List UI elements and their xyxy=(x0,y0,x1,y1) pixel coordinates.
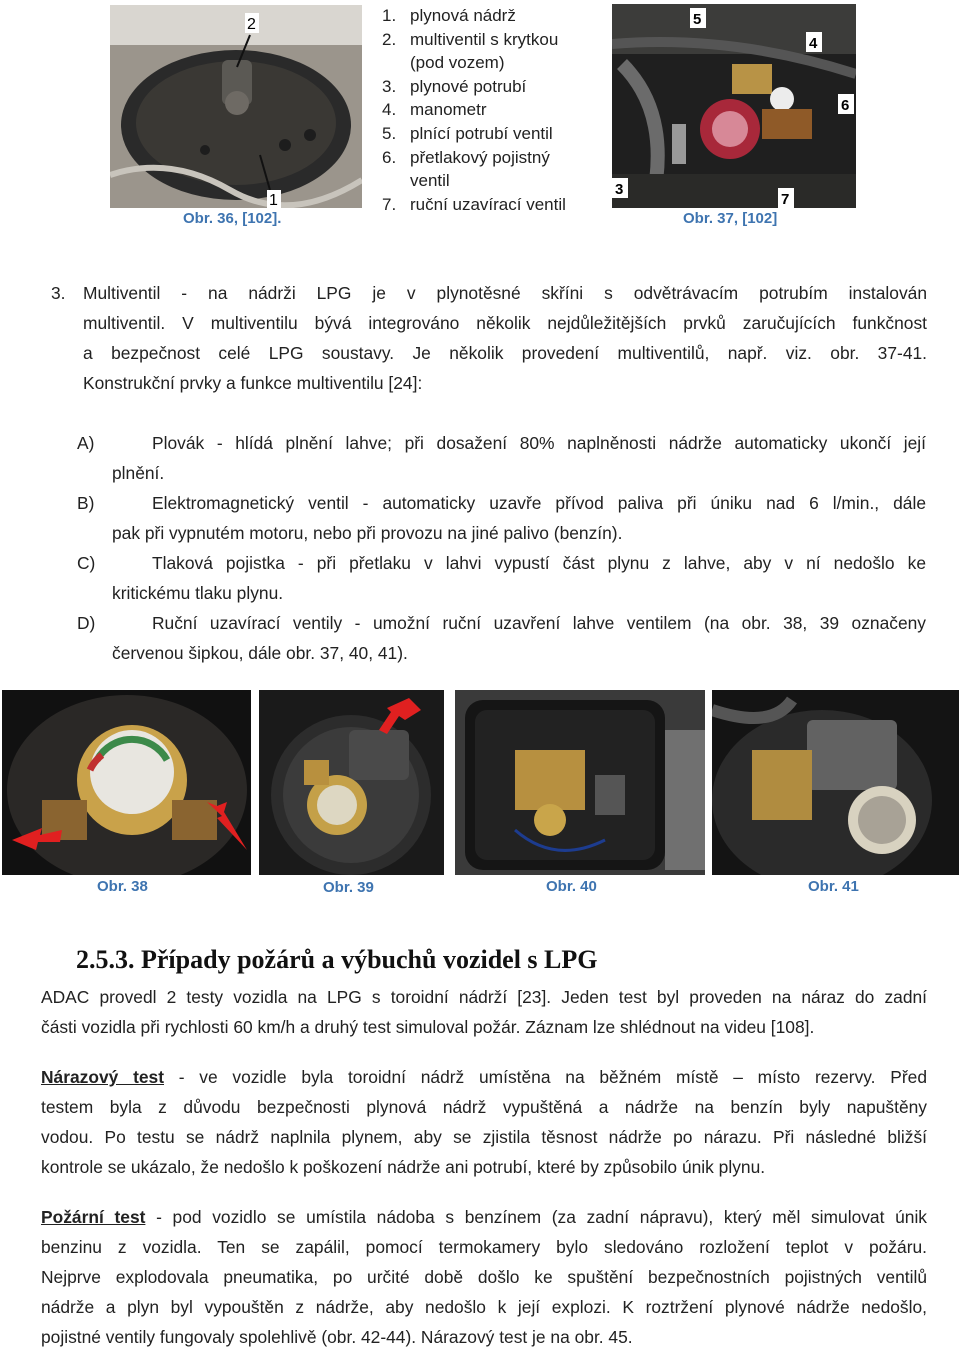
paragraph-line: a bezpečnost celé LPG soustavy. Je několik provedení multiventilů, např. viz. obr. 37-41. xyxy=(83,343,927,363)
paragraph-line: benzinu z vozidla. Ten se zapálil, pomocí termokamery bylo sledováno rozložení teplot v požáru. xyxy=(41,1237,927,1257)
legend-text: multiventil s krytkou xyxy=(410,29,559,49)
figure-38-caption: Obr. 38 xyxy=(97,878,148,895)
legend-item xyxy=(382,75,592,99)
paragraph-line: multiventil. V multiventilu bývá integrováno několik nejdůležitějších prvků zaručujících funkčnost xyxy=(83,313,927,333)
legend-item xyxy=(382,28,592,52)
legend-num xyxy=(382,51,410,75)
list-item-letter: A) xyxy=(77,433,95,453)
paragraph-line: Konstrukční prvky a funkce multiventilu [24]: xyxy=(83,373,423,393)
legend-item xyxy=(382,4,592,28)
list-item xyxy=(77,548,926,608)
paragraph-line: ADAC provedl 2 testy vozidla na LPG s toroidní nádrží [23]. Jeden test byl proveden na náraz do zadní xyxy=(41,987,927,1007)
list-item-text: Plovák - hlídá plnění lahve; při dosažení 80% naplněnosti nádrže automaticky ukončí její xyxy=(152,433,926,453)
list-item xyxy=(77,488,926,548)
paragraph-line: nádrže a plyn byl vypouštěn z nádrže, aby nedošlo k její explozi. K roztržení plynové nádrže nedošlo, xyxy=(41,1297,927,1317)
legend-num: 3. xyxy=(382,76,397,96)
figure-36-label-2: 2 xyxy=(247,16,256,33)
legend-item xyxy=(382,98,592,122)
legend-num: 2. xyxy=(382,29,397,49)
figure-39-caption: Obr. 39 xyxy=(323,879,374,896)
figure-39-photo xyxy=(259,690,444,875)
legend-item xyxy=(382,169,592,193)
figure-36-caption: Obr. 36, [102]. xyxy=(183,210,282,227)
list-item-letter: B) xyxy=(77,493,95,513)
legend-text: plynová nádrž xyxy=(410,6,516,25)
paragraph-line xyxy=(41,1202,927,1232)
figure-37-label-4: 4 xyxy=(809,35,818,52)
legend-text: (pod vozem) xyxy=(410,53,505,73)
list-item xyxy=(77,428,926,488)
figure-37-label-5: 5 xyxy=(693,11,702,28)
list-item-text: Ruční uzavírací ventily - umožní ruční uzavření lahve ventilem (na obr. 38, 39 označeny xyxy=(152,613,926,633)
legend-text: plnící potrubí ventil xyxy=(410,123,553,143)
paragraph-line: vodou. Po testu se nádrž naplnila plynem, aby se zjistila těsnost nádrže po nárazu. Při následné bližší xyxy=(41,1127,927,1147)
components-list xyxy=(77,428,926,668)
paragraph-line: kontrole se ukázalo, že nedošlo k poškození nádrže ani potrubí, které by způsobilo únik plynu. xyxy=(41,1157,766,1177)
legend-num: 4. xyxy=(382,100,397,120)
list-item-second-line: kritickému tlaku plynu. xyxy=(112,583,284,603)
figure-41-caption: Obr. 41 xyxy=(808,878,859,895)
list-item-first-line xyxy=(77,548,926,578)
list-item xyxy=(77,608,926,668)
crash-test-label: Nárazový test xyxy=(41,1067,165,1087)
legend-num: 6. xyxy=(382,147,397,167)
crash-test-paragraph xyxy=(41,1062,927,1182)
paragraph-number: 3. xyxy=(51,283,66,303)
list-item-text: Tlaková pojistka - při přetlaku v lahvi vypustí část plynu z lahve, aby v ní nedošlo ke xyxy=(152,553,926,573)
figure-legend xyxy=(382,4,592,216)
multiventil-paragraph xyxy=(51,278,927,398)
legend-item xyxy=(382,193,592,217)
list-item-first-line xyxy=(77,488,926,518)
legend-text: ruční uzavírací ventil xyxy=(410,194,566,214)
figure-37-label-6: 6 xyxy=(841,97,850,114)
legend-item xyxy=(382,51,592,75)
list-item-second-line: červenou šipkou, dále obr. 37, 40, 41). xyxy=(112,643,408,663)
list-item-second-line: pak při vypnutém motoru, nebo při provozu na jiné palivo (benzín). xyxy=(112,523,623,543)
figure-36-label-1: 1 xyxy=(269,192,278,208)
figure-37-caption: Obr. 37, [102] xyxy=(683,210,778,227)
figure-40-caption: Obr. 40 xyxy=(546,878,597,895)
list-item-text: Elektromagnetický ventil - automaticky uzavře přívod paliva při úniku nad 6 l/min., dále xyxy=(152,493,926,513)
figure-40-photo xyxy=(455,690,705,875)
paragraph-line xyxy=(41,1062,927,1092)
legend-num: 1. xyxy=(382,6,397,25)
figure-41-photo xyxy=(712,690,959,875)
legend-text: plynové potrubí xyxy=(410,76,527,96)
legend-item xyxy=(382,122,592,146)
figure-38-photo xyxy=(2,690,251,875)
legend-num xyxy=(382,169,410,193)
section-heading: 2.5.3. Případy požárů a výbuchů vozidel s LPG xyxy=(76,945,598,974)
fire-test-paragraph xyxy=(41,1202,927,1352)
paragraph-line: pojistné ventily fungovaly spolehlivě (obr. 42-44). Nárazový test je na obr. 45. xyxy=(41,1327,633,1347)
paragraph-line-1-text: Multiventil - na nádrži LPG je v plynotěsné skříni s odvětrávacím potrubím instalován xyxy=(83,283,927,303)
legend-text: ventil xyxy=(410,171,450,191)
list-item-first-line xyxy=(77,428,926,458)
paragraph-line: části vozidla při rychlosti 60 km/h a druhý test simuloval požár. Záznam lze shlédnout na videu [108]. xyxy=(41,1017,815,1037)
legend-num: 7. xyxy=(382,194,397,214)
list-item-letter: C) xyxy=(77,553,96,573)
paragraph-line: testem byla z důvodu bezpečnosti plynová nádrž vypuštěná a nádrže na benzín byly napuštěny xyxy=(41,1097,927,1117)
figure-36-photo xyxy=(110,5,362,208)
crash-test-text: - ve vozidle byla toroidní nádrž umístěna na běžném místě – místo rezervy. Před xyxy=(164,1067,927,1087)
paragraph-line: Nejprve explodovala pneumatika, po určité době došlo ke spuštění bezpečnostních pojistných ventilů xyxy=(41,1267,927,1287)
paragraph-line xyxy=(51,278,927,308)
list-item-second-line: plnění. xyxy=(112,463,165,483)
section-intro xyxy=(41,982,927,1042)
fire-test-label: Požární test xyxy=(41,1207,146,1227)
legend-item xyxy=(382,146,592,170)
legend-num: 5. xyxy=(382,123,397,143)
list-item-letter: D) xyxy=(77,613,96,633)
figure-37-label-7: 7 xyxy=(781,191,790,208)
figure-37-label-3: 3 xyxy=(615,181,624,198)
fire-test-text: - pod vozidlo se umístila nádoba s benzínem (za zadní nápravu), který měl simulovat únik xyxy=(145,1207,928,1227)
legend-text: manometr xyxy=(410,100,487,120)
figure-37-photo xyxy=(612,4,856,208)
list-item-first-line xyxy=(77,608,926,638)
legend-text: přetlakový pojistný xyxy=(410,147,550,167)
